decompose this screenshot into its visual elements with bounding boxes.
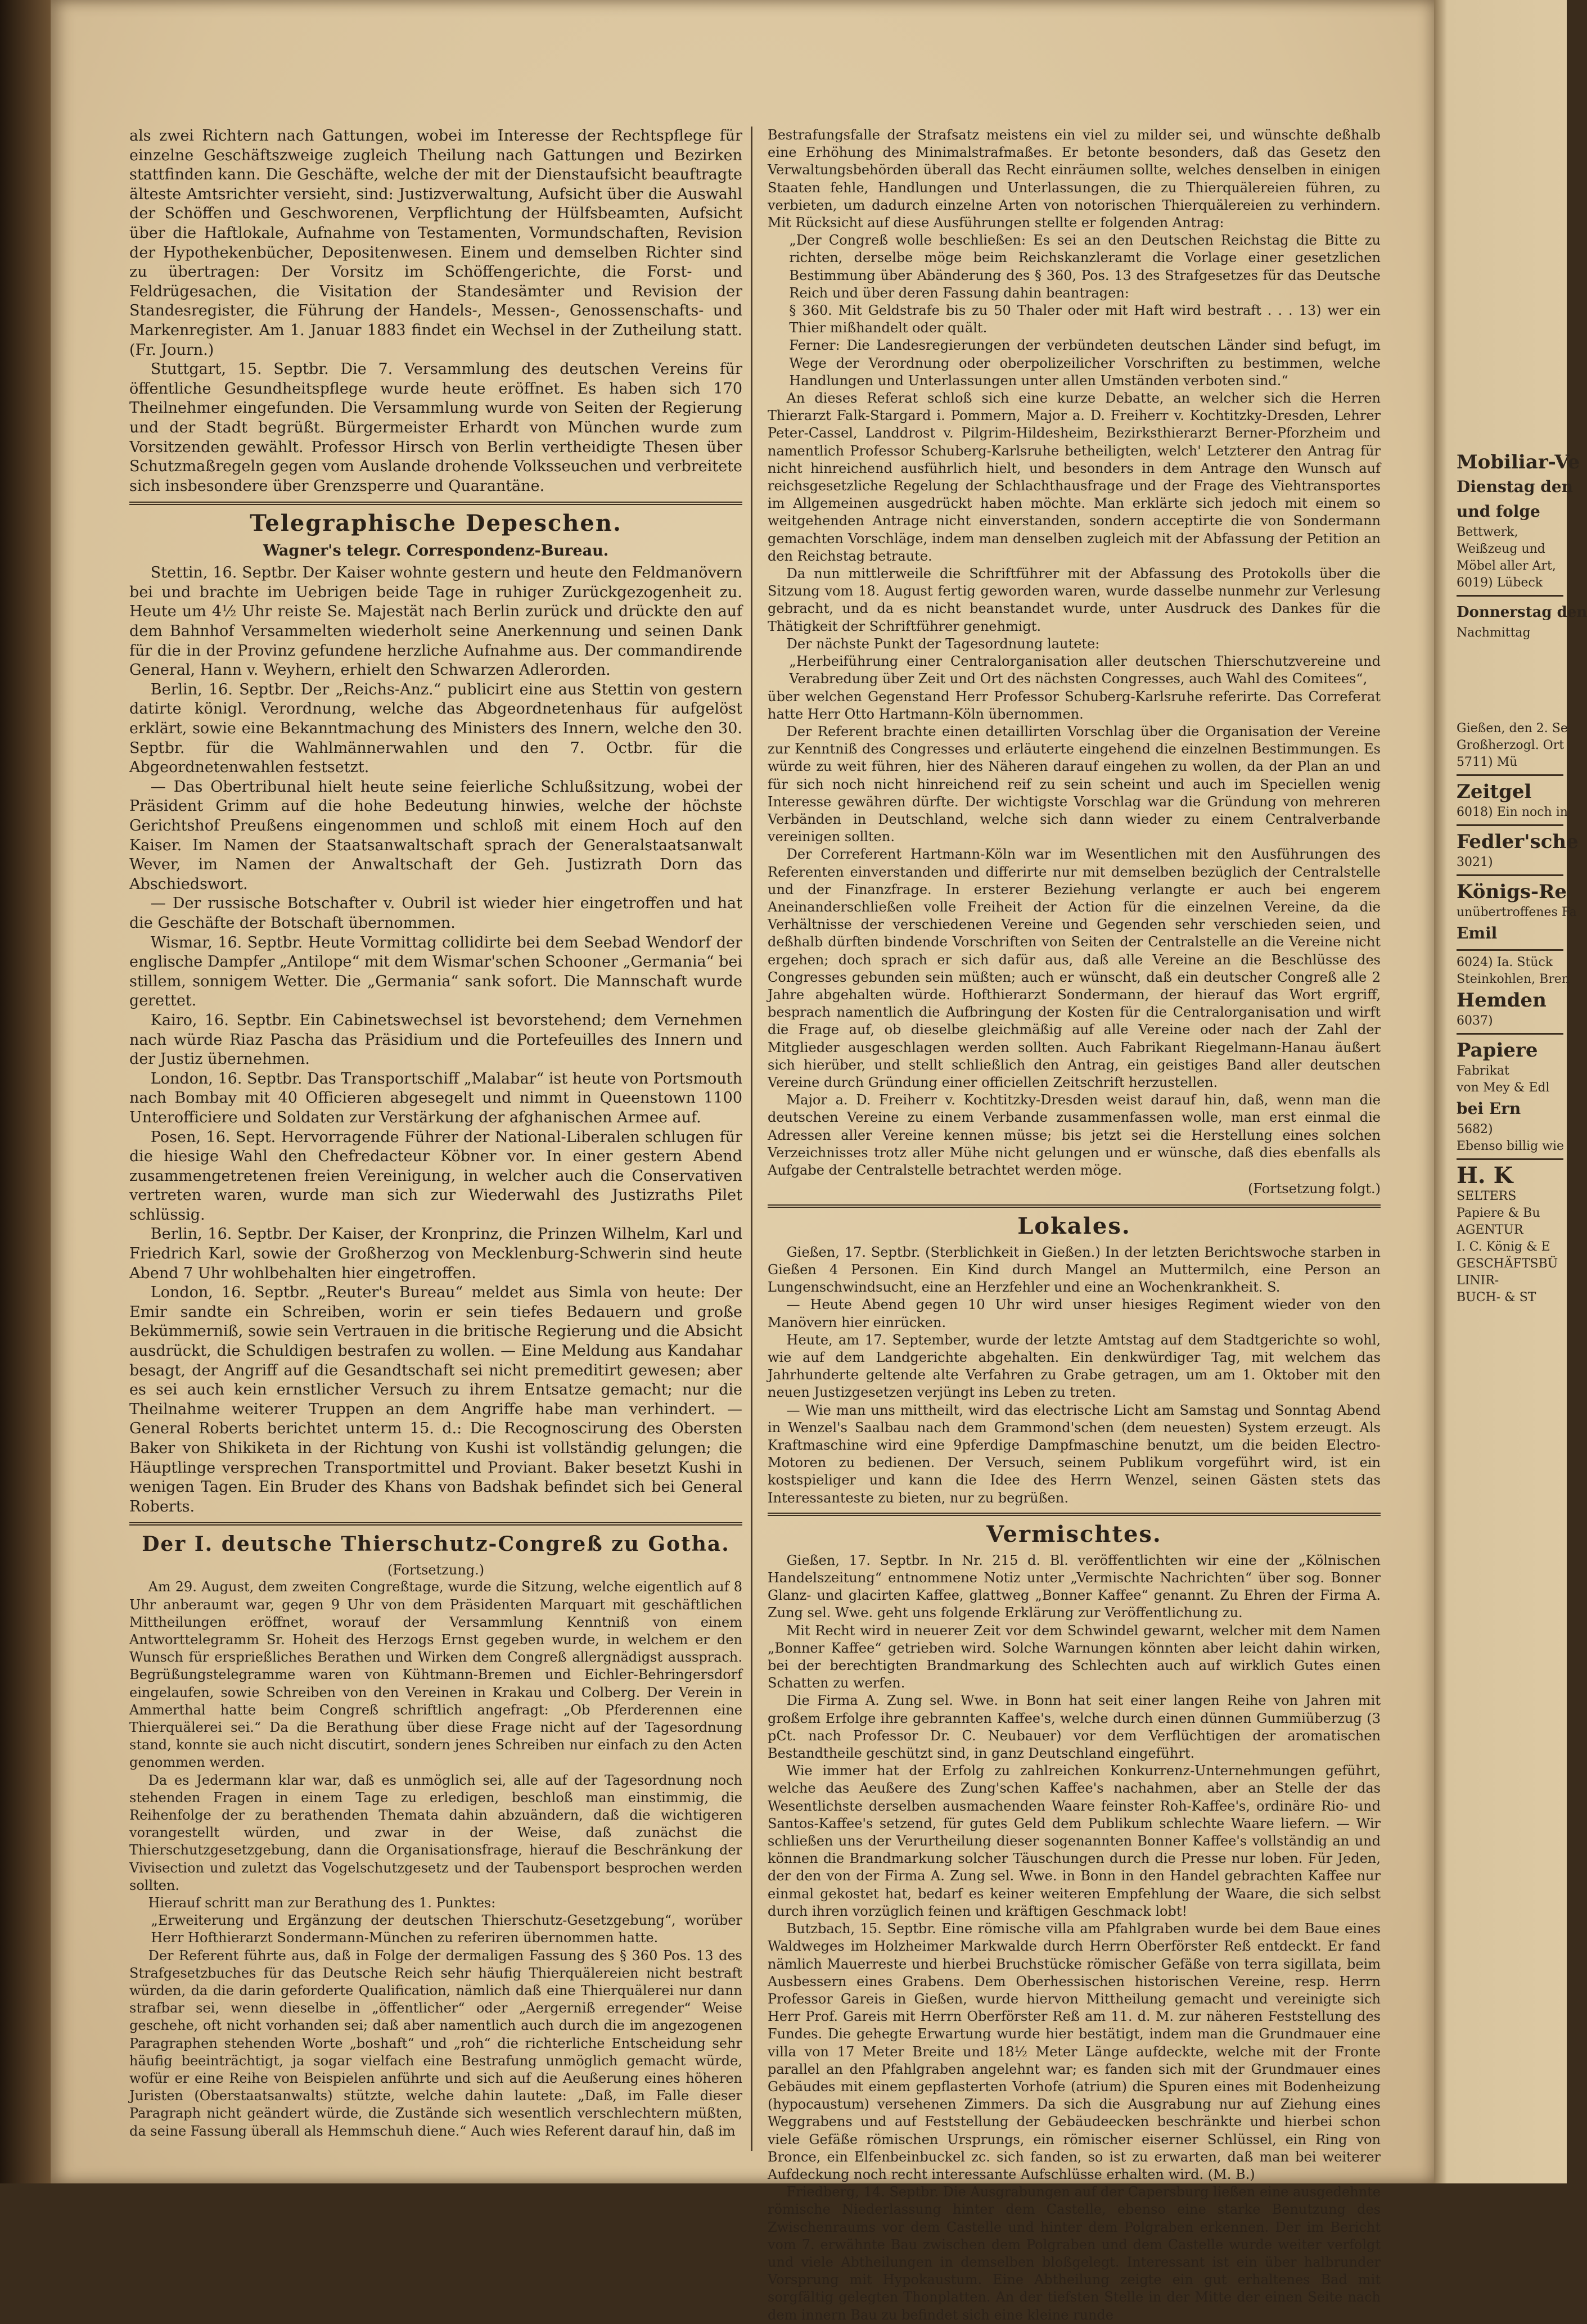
section-divider <box>129 502 742 505</box>
ad-divider <box>1457 824 1563 826</box>
ad-divider <box>1457 874 1563 876</box>
congress-text: Da nun mittlerweile die Schriftführer mit der Abfassung des Protokolls über die Sitzung vom 18. August fertig geworden waren, wurde dasselbe nunmehr zur Verlesung gebracht, und da es nicht beanstandet wurde, unter Ausdruck des Dankes für die Thätigkeit der Schriftführer genehmigt. <box>768 566 1381 634</box>
dispatch-wismar: Wismar, 16. Septbr. Heute Vormittag collidirte bei dem Seebad Wendorf der englische Dampfer „Antilope“ mit dem Wismar'schen Schooner „Germania“ bei stillem, sonnigem Wetter. Die „Germania“ sank sofort. Die Mannschaft wurde gerettet. <box>129 933 742 1010</box>
local-news: — Heute Abend gegen 10 Uhr wird unser hiesiges Regiment wieder von den Manövern hier einrücken. <box>768 1297 1381 1330</box>
telegraph-subheading: Wagner's telegr. Correspondenz-Bureau. <box>263 542 609 560</box>
dispatch-kairo: Kairo, 16. Septbr. Ein Cabinetswechsel ist bevorstehend; dem Vernehmen nach würde Riaz Pascha das Präsidium und die Portefeuilles des Innern und der Justiz übernehmen. <box>129 1011 742 1068</box>
congress-quote: „Herbeiführung einer Centralorganisation aller deutschen Thierschutzvereine und Verabredung über Zeit und Ort des nächsten Congresses, auch Wahl des Comitees“, <box>789 653 1381 687</box>
congress-text: über welchen Gegenstand Herr Professor Schuberg-Karlsruhe referirte. Das Correferat hatte Herr Otto Hartmann-Köln übernommen. <box>768 688 1381 722</box>
congress-text: Am 29. August, dem zweiten Congreßtage, wurde die Sitzung, welche eigentlich auf 8 Uhr anberaumt war, gegen 9 Uhr von dem Präsidenten Marquart mit geschäftlichen Mittheilungen eröffnet, worauf der Versammlung Kenntniß von einem Antworttelegramm Sr. Hoheit des Herzogs Ernst gegeben wurde, in welchem er den Wunsch für ersprießliches Berathen und Wirken dem Congreß allergnädigst aussprach. Begrüßungstelegramme waren von Kühtmann-Bremen und Eichler-Behringersdorf eingelaufen, sowie Schreiben von den Vereinen in Krakau und Colberg. Der Verein in Ammerthal hatte beim Congreß schriftlich angefragt: „Ob Pferderennen eine Thierquälerei sei.“ Da die Berathung über diese Frage nicht auf der Tagesordnung stand, konnte sie auch nicht discutirt, sondern jenes Schreiben nur einfach zu den Acten genommen werden. <box>129 1579 742 1771</box>
left-column <box>129 127 742 2151</box>
ad-heading: Zeitgel <box>1457 780 1532 803</box>
misc-news: Wie immer hat der Erfolg zu zahlreichen Konkurrenz-Unternehmungen geführt, welche das Aeußere des Zung'schen Kaffee's nachahmen, aber an Stelle der das Wesentlichste derselben ausmachenden Waare feinster Roh-Kaffee's, ordinäre Rio- und Santos-Kaffee's setzend, für gutes Geld dem Publikum schlechte Waare liefern. — Wir schließen uns der Verurtheilung dieser sogenannten Bonner Kaffee's vollständig an und können die Brandmarkung solcher Täuschungen durch die Presse nur loben. Für Jeden, der den von der Firma A. Zung sel. Wwe. in Bonn in den Handel gebrachten Kaffee nur einmal gekostet hat, bedarf es keiner weiteren Empfehlung der Waare, die sich selbst durch ihren vorzüglich feinen und kräftigen Geschmack lobt! <box>768 1763 1381 1919</box>
ad-line: I. C. König & E <box>1457 1240 1550 1254</box>
lokales-heading: Lokales. <box>1017 1212 1131 1239</box>
congress-heading: Der I. deutsche Thierschutz-Congreß zu Gotha. <box>142 1532 730 1556</box>
congress-text: Bestrafungsfalle der Strafsatz meistens ein viel zu milder sei, und wünschte deßhalb eine Erhöhung des Minimalstrafmaßes. Er betonte besonders, daß das Gesetz den Verwaltungsbehörden überall das Recht einräumen sollte, welches denselben in einigen Staaten fehle, Handlungen und Unterlassungen, die zu Thierquälereien führen, zu verbieten, um dadurch einzelne Arten von notorischen Thierquälereien zu verhindern. Mit Rücksicht auf diese Ausführungen stellte er folgenden Antrag: <box>768 127 1381 231</box>
misc-news: Friedberg, 14. Septbr. Die Ausgrabungen auf der Capersburg ließen eine ausgedehnte römische Niederlassung hinter dem Castelle, ebenso eine starke Benutzung des Zwischenraums vor dem Castelle und hinter dem Polgraben erkennen. Der im Bericht vom 7. erwähnte Bau zwischen dem Polgraben und dem Castelle wurde weiter verfolgt und viele Abtheilungen in demselben bloßgelegt. Interessant ist ein über halbrunder Vorsprung mit Hypokaustum. Eine Abtheilung zeigte ein gut erhaltenes Bad mit sorgfältig gelegten Thonplatten. An der tiefsten Stelle in der Mitte der einen Seite nach dem innern Bau zu befindet sich eine kleine runde <box>768 2184 1381 2323</box>
ad-line: 5682) <box>1457 1122 1493 1136</box>
article-text: als zwei Richtern nach Gattungen, wobei im Interesse der Rechtspflege für einzelne Geschäftszweige zugleich Theilung nach Gattungen und Bezirken stattfinden kann. Die Geschäfte, welche der mit der Dienstaufsicht beauftragte älteste Amtsrichter versieht, sind: Justizverwaltung, Aufsicht über die Auswahl der Schöffen und Geschworenen, Verpflichtung der Hülfsbeamten, Aufsicht über die Haftlokale, Aufnahme von Testamenten, Vormundschaften, Revision der Hypothekenbücher, Depositenwesen. Einem und demselben Richter sind zu übertragen: Der Vorsitz im Schöffengerichte, die Forst- und Feldrügesachen, die Visitation der Standesämter und Revision der Standesregister, die Führung der Handels-, Messen-, Genossenschafts- und Markenregister. Am 1. Januar 1883 findet ein Wechsel in der Zutheilung statt. (Fr. Journ.) <box>129 127 742 359</box>
ad-heading: bei Ern <box>1457 1099 1521 1118</box>
misc-news: Mit Recht wird in neuerer Zeit vor dem Schwindel gewarnt, welcher mit dem Namen „Bonner Kaffee“ getrieben wird. Solche Warnungen könnten aber leicht dahin wirken, bei der berechtigten Brandmarkung des Schlechten auch auf wirklich Gutes einen Schatten zu werfen. <box>768 1622 1381 1691</box>
dispatch-posen: Posen, 16. Sept. Hervorragende Führer der National-Liberalen schlugen für die hiesige Wahl den Chefredacteur Köbner vor. In einer gestern Abend zusammengetretenen freien Vereinigung, in welcher auch die Conservativen vertreten waren, wurde man sich zur Wiederwahl des Justizraths Pilet schlüssig. <box>129 1128 742 1224</box>
ad-line: Bettwerk, <box>1457 525 1518 539</box>
congress-text: Der Referent brachte einen detaillirten Vorschlag über die Organisation der Vereine zur Kenntniß des Congresses und erläuterte eingehend die einzelnen Bestimmungen. Es würde zu weit führen, hier des Näheren darauf eingehen zu wollen, da der Plan an und für sich noch nicht hinreichend reif zu sein scheint und auch im Speciellen wenig Interesse gewähren dürfte. Der wichtigste Vorschlag war die Gründung von mehreren Verbänden in Deutschland, welche sich dann wieder zu einem Centralverbande vereinigen sollten. <box>768 723 1381 845</box>
ad-line: 6024) Ia. Stück <box>1457 955 1553 969</box>
ad-line: Großherzogl. Ort <box>1457 738 1565 752</box>
ad-line: 5711) Mü <box>1457 755 1518 769</box>
telegraph-heading: Telegraphische Depeschen. <box>250 510 622 537</box>
congress-text: Der nächste Punkt der Tagesordnung lautete: <box>786 635 1100 652</box>
ad-divider <box>1457 595 1563 597</box>
vermischtes-heading: Vermischtes. <box>986 1520 1162 1547</box>
ad-line: Nachmittag <box>1457 626 1531 640</box>
congress-text: Der Referent führte aus, daß in Folge der dermaligen Fassung des § 360 Pos. 13 des Strafgesetzbuches für das Deutsche Reich sehr häufig Thierquälereien nicht bestraft würden, da die darin geforderte Qualification, nämlich daß eine Thierquälerei nur dann strafbar sei, wenn dieselbe in „öffentlicher“ oder „Aergerniß erregender“ Weise geschehe, oft nicht vorhanden sei; daß aber namentlich auch durch die im angezogenen Paragraphen stehenden Worte „boshaft“ und „roh“ die richterliche Entscheidung sehr häufig beeinträchtigt, ja sogar vielfach eine Bestrafung unmöglich gemacht würde, wofür er eine Reihe von Beispielen anführte und sich auf die Aeußerung eines höheren Juristen (Oberstaatsanwalts) stützte, welche dahin lautete: „Daß, im Falle dieser Paragraph nicht geändert würde, die Zustände sich wesentlich verschlechtern müßten, da seine Fassung überall als Hemmschuh diene.“ Auch wies Referent darauf hin, daß im <box>129 1947 742 2139</box>
ad-line: Gießen, den 2. Se <box>1457 721 1568 735</box>
congress-paragraph: § 360. Mit Geldstrafe bis zu 50 Thaler oder mit Haft wird bestraft . . . 13) wer ein Thier mißhandelt oder quält. <box>789 303 1381 336</box>
ad-line: Möbel aller Art, <box>1457 559 1556 573</box>
ad-line: BUCH- & ST <box>1457 1290 1536 1305</box>
congress-quote: „Erweiterung und Ergänzung der deutschen Thierschutz-Gesetzgebung“, worüber Herr Hofthierarzt Sondermann-München zu referiren übernommen hatte. <box>151 1912 742 1946</box>
local-news: Heute, am 17. September, wurde der letzte Amtstag auf dem Stadtgerichte so wohl, wie auf dem Landgerichte abgehalten. Ein denkwürdiger Tag, mit welchem das Jahrhunderte geltende alte Verfahren zu Grabe getragen, um am 1. Oktober mit den neuen Justizgesetzen verjüngt ins Leben zu treten. <box>768 1332 1381 1401</box>
congress-text: Der Correferent Hartmann-Köln war im Wesentlichen mit den Ausführungen des Referenten einverstanden und differirte nur mit demselben bezüglich der Centralstelle und der Finanzfrage. In ersterer Beziehung verlangte er auch bei engerem Aneinanderschließen volle Freiheit der Action für die einzelnen Vereine, da die Verhältnisse der verschiedenen Vereine und Gegenden sehr verschieden seien, und deßhalb dürften bindende Vorschriften von Seiten der Centralstelle an die Vereine nicht ergehen; doch sprach er sich dafür aus, daß alle Vereine an die Beschlüsse des Congresses gebunden sein müßten; auch er wünscht, daß ein deutscher Congreß alle 2 Jahre abgehalten würde. Hofthierarzt Sondermann, der hierauf das Wort ergriff, besprach namentlich die Aufbringung der Kosten für die Centralorganisation und wirft die Frage auf, ob dieselbe gleichmäßig auf alle Vereine oder nach der Zahl der Mitglieder ausgeschlagen werden sollten. Auch Fabrikant Riegelmann-Hanau äußert sich hierüber, und stellt schließlich den Antrag, ein geistiges Band aller deutschen Vereine durch Gründung einer officiellen Zeitschrift herzustellen. <box>768 846 1381 1090</box>
local-news: Gießen, 17. Septbr. (Sterblichkeit in Gießen.) In der letzten Berichtswoche starben in Gießen 4 Personen. Ein Kind durch Mangel an Muttermilch, eine Person an Lungenschwindsucht, eine an Herzfehler und eine an Wochenkrankheit. S. <box>768 1244 1381 1296</box>
ad-line: von Mey & Edl <box>1457 1081 1550 1095</box>
congress-text: Hierauf schritt man zur Berathung des 1. Punktes: <box>148 1895 496 1911</box>
congress-text: Major a. D. Freiherr v. Kochtitzky-Dresden weist darauf hin, daß, wenn man die deutschen Vereine zu einem Verbande zusammenfassen wolle, man erst einmal die Adressen aller Vereine kennen müsse; bis jetzt sei die Herstellung eines solchen Verzeichnisses trotz aller Mühe nicht gelungen und er wünsche, daß dies ebenfalls als Aufgabe der Centralstelle betrachtet werden möge. <box>768 1092 1381 1178</box>
section-divider <box>768 1204 1381 1208</box>
ad-line: 6019) Lübeck <box>1457 576 1543 590</box>
ad-heading: H. K <box>1457 1162 1513 1189</box>
adjacent-page-edge <box>1434 0 1587 2183</box>
ad-heading: und folge <box>1457 502 1540 521</box>
ad-fragment-column <box>1457 450 1587 1306</box>
section-divider <box>768 1513 1381 1516</box>
ad-divider <box>1457 1158 1563 1160</box>
misc-news: Gießen, 17. Septbr. In Nr. 215 d. Bl. veröffentlichten wir eine der „Kölnischen Handelszeitung“ entnommene Notiz unter „Vermischte Nachrichten“ über sog. Bonner Glanz- und glacirten Kaffee, glattweg „Bonner Kaffee“ genannt. Zu Ehren der Firma A. Zung sel. Wwe. geht uns folgende Erklärung zur Veröffentlichung zu. <box>768 1552 1381 1621</box>
dispatch-berlin-2: Berlin, 16. Septbr. Der Kaiser, der Kronprinz, die Prinzen Wilhelm, Karl und Friedrich Karl, sowie der Großherzog von Mecklenburg-Schwerin sind heute Abend 7 Uhr wohlbehalten hier eingetroffen. <box>129 1225 742 1282</box>
ad-divider <box>1457 774 1563 776</box>
congress-motion: „Der Congreß wolle beschließen: Es sei an den Deutschen Reichstag die Bitte zu richten, derselbe möge beim Reichskanzleramt die Vorlage einer gesetzlichen Bestimmung über Abänderung des § 360, Pos. 13 des Strafgesetzes für das Deutsche Reich und über deren Fassung dahin beantragen: <box>789 232 1381 301</box>
ad-line: 6037) <box>1457 1014 1493 1028</box>
congress-continuation: (Fortsetzung.) <box>387 1562 485 1578</box>
misc-news: Die Firma A. Zung sel. Wwe. in Bonn hat seit einer langen Reihe von Jahren mit großem Erfolge ihre gebrannten Kaffee's, welche durch einen dünnen Gummiüberzug (3 pCt. nach Professor Dr. C. Neubauer) vor dem Verflüchtigen der aromatischen Bestandtheile geschützt sind, in ganz Deutschland eingeführt. <box>768 1693 1381 1762</box>
ad-heading: Papiere <box>1457 1039 1538 1062</box>
congress-motion: Ferner: Die Landesregierungen der verbündeten deutschen Länder sind befugt, im Wege der Verordnung oder oberpolizeilicher Vorschriften zu bestimmen, welche Handlungen und Unterlassungen unter allen Umständen verboten sind.“ <box>789 337 1381 389</box>
ad-line: unübertroffenes Fa <box>1457 905 1577 919</box>
dispatch-stettin: Stettin, 16. Septbr. Der Kaiser wohnte gestern und heute den Feldmanövern bei und brachte im Uebrigen beide Tage in ruhiger Zurückgezogenheit zu. Heute um 4½ Uhr reiste Se. Majestät nach Berlin zurück und drückte den auf dem Bahnhof Versammelten wiederholt seine Anerkennung und seinen Dank für die in der Provinz gefundene herzliche Aufnahme aus. Der commandirende General, Hann v. Weyhern, erhielt den Schwarzen Adlerorden. <box>129 564 742 679</box>
ad-divider <box>1457 949 1563 951</box>
continuation-note: (Fortsetzung folgt.) <box>1248 1181 1381 1197</box>
misc-news: Butzbach, 15. Septbr. Eine römische villa am Pfahlgraben wurde bei dem Baue eines Waldweges im Holzheimer Markwalde durch Herrn Oberförster Reß entdeckt. Er fand nämlich Mauerreste und hierbei Bruchstücke römischer Gefäße von terra sigillata, beim Ausbessern eines Grabens. Dem Oberhessischen historischen Vereine, resp. Herrn Professor Gareis in Gießen, wurde hiervon Mittheilung gemacht und vereinigte sich Herr Prof. Gareis mit Herrn Oberförster Reß am 11. d. M. zur näheren Feststellung des Fundes. Die gehegte Erwartung wurde hier bestätigt, indem man die Grundmauer eine villa von 17 Meter Breite und 18½ Meter Länge aufdeckte, welche mit der Fronte parallel an den Pfahlgraben angelehnt war; es fanden sich mit der Grundmauer eines Gebäudes mit einem gepflasterten Vorhofe (atrium) die Spuren eines mit Bodenheizung (hypocaustum) versehenen Zimmers. Da sich die Ausgrabung nur auf Ziehung eines Weggrabens und auf Feststellung der Gebäudeecken beschränkte und hierbei schon viele Gefäße römischen Ursprungs, ein römischer eiserner Schlüssel, ein Ring von Bronce, ein Elfenbeinbuckel zc. sich fanden, so ist zu erwarten, daß man bei weiterer Aufdeckung noch recht interessante Aufschlüsse erhalten wird. (M. B.) <box>768 1921 1381 2182</box>
local-news: — Wie man uns mittheilt, wird das electrische Licht am Samstag und Sonntag Abend in Wenzel's Saalbau nach dem Grammond'schen (dem neuesten) System erzeugt. Als Kraftmaschine wird eine 9pferdige Dampfmaschine benutzt, um die beiden Electro-Motoren zu bedienen. Der Versuch, seinem Publikum vorgeführt wird, ist ein kostspieliger und kann die Idee des Herrn Wenzel, seinen Gästen stets das Interessanteste zu bieten, nur zu begrüßen. <box>768 1402 1381 1506</box>
ad-line: 6018) Ein noch in <box>1457 805 1568 819</box>
ad-heading: Fedler'sche <box>1457 831 1579 853</box>
ad-line: Fabrikat <box>1457 1064 1509 1078</box>
ad-heading: Hemden <box>1457 989 1547 1012</box>
ad-line: Weißzeug und <box>1457 542 1545 556</box>
ad-line: Steinkohlen, Bren <box>1457 972 1570 986</box>
dispatch-botschafter: — Der russische Botschafter v. Oubril ist wieder hier eingetroffen und hat die Geschäfte der Botschaft übernommen. <box>129 895 742 932</box>
dispatch-london: London, 16. Septbr. Das Transportschiff „Malabar“ ist heute von Portsmouth nach Bombay mit 40 Officieren abgesegelt und nimmt in Queenstown 1100 Unterofficiere und Soldaten zur Verstärkung der afghanischen Armee auf. <box>129 1070 742 1126</box>
right-column <box>768 127 1381 2323</box>
ad-line: LINIR- <box>1457 1274 1499 1288</box>
dispatch-obertribunal: — Das Obertribunal hielt heute seine feierliche Schlußsitzung, wobei der Präsident Grimm auf die hohe Bedeutung hinwies, welche der höchste Gerichtshof Preußens eingenommen und schloß mit einem Hoch auf den Kaiser. Im Namen der Staatsanwaltschaft sprach der Generalstaatsanwalt Wever, im Namen der Anwaltschaft der Geh. Justizrath Dorn das Abschiedswort. <box>129 778 742 893</box>
ad-heading: Donnerstag den <box>1457 604 1587 621</box>
ad-divider <box>1457 1033 1563 1035</box>
ad-line: GESCHÄFTSBÜ <box>1457 1257 1558 1271</box>
ad-heading: Emil <box>1457 924 1498 942</box>
ad-line: Ebenso billig wie <box>1457 1139 1565 1153</box>
dispatch-london-2: London, 16. Septbr. „Reuter's Bureau“ meldet aus Simla von heute: Der Emir sandte ein Schreiben, worin er sein tiefes Bedauern und große Bekümmerniß, sowie sein Vertrauen in die britische Regierung und die Absicht ausdrückt, die Schuldigen bestrafen zu wollen. — Eine Meldung aus Kandahar besagt, der Angriff auf die Gesandtschaft sei nicht premeditirt gewesen; aber es sei auch kein ernstlicher Versuch zu ihrem Entsatze gemacht; nur die Theilnahme weiterer Truppen an dem Angriffe habe man verhindert. — General Roberts berichtet unterm 15. d.: Die Recognoscirung des Obersten Baker von Shikiketa in der Richtung von Kushi ist vollständig gelungen; die Häuptlinge versprechen Transportmittel und Proviant. Baker besetzt Kushi in wenigen Tagen. Ein Bruder des Khans von Badshak befindet sich bei General Roberts. <box>129 1284 742 1515</box>
column-rule <box>751 127 752 2151</box>
book-binding-shadow <box>0 0 51 2183</box>
ad-heading: Dienstag den <box>1457 477 1574 496</box>
ad-line: SELTERS <box>1457 1189 1517 1203</box>
dispatch-berlin: Berlin, 16. Septbr. Der „Reichs-Anz.“ publicirt eine aus Stettin von gestern datirte königl. Verordnung, welche das Abgeordnetenhaus für aufgelöst erklärt, sowie eine Bekanntmachung des Ministers des Innern, welche den 30. Septbr. für die Wahlmännerwahlen und den 7. Octbr. für die Abgeordnetenwahlen festsetzt. <box>129 680 742 777</box>
ad-line: Papiere & Bu <box>1457 1206 1540 1220</box>
article-stuttgart: Stuttgart, 15. Septbr. Die 7. Versammlung des deutschen Vereins für öffentliche Gesundheitspflege wurde heute eröffnet. Es haben sich 170 Theilnehmer eingefunden. Die Versammlung wurde von Seiten der Regierung und der Stadt begrüßt. Bürgermeister Erhardt von München wurde zum Vorsitzenden gewählt. Professor Hirsch von Berlin vertheidigte Thesen über Schutzmaßregeln gegen vom Auslande drohende Volksseuchen und verbreitete sich insbesondere über Grenzsperre und Quarantäne. <box>129 360 742 495</box>
section-divider <box>129 1522 742 1526</box>
ad-line: AGENTUR <box>1457 1223 1523 1237</box>
congress-text: An dieses Referat schloß sich eine kurze Debatte, an welcher sich die Herren Thierarzt Falk-Stargard i. Pommern, Major a. D. Freiherr v. Kochtitzky-Dresden, Lehrer Peter-Cassel, Landdrost v. Pilgrim-Hildesheim, Bezirksthierarzt Berner-Pforzheim und namentlich Professor Schuberg-Karlsruhe betheiligten, welch' Letzterer den Antrag für nicht hinreichend ausführlich hielt, und besonders in dem Antrage den Wunsch auf reichsgesetzliche Regelung der Schlachthausfrage und der Frage des Viehtransportes im Allgemeinen ausgedrückt haben möchte. Man erklärte sich jedoch mit einem so weitgehenden Antrage nicht einverstanden, sondern acceptirte die von Sondermann gemachten Vorschläge, indem man denselben zugleich mit der Abfassung der Petition an den Reichstag betraute. <box>768 390 1381 564</box>
ad-line: 3021) <box>1457 855 1493 869</box>
ad-heading: Königs-Re <box>1457 881 1567 903</box>
ad-heading: Mobiliar-Ve <box>1457 451 1580 473</box>
congress-text: Da es Jedermann klar war, daß es unmöglich sei, alle auf der Tagesordnung noch stehenden Fragen in einem Tage zu erledigen, beschloß man einstimmig, die Reihenfolge der zu berathenden Themata dahin abzuändern, daß die wichtigeren vorangestellt würden, und zwar in der Weise, daß zunächst die Thierschutzgesetzgebung, dann die Organisationsfrage, hierauf die Beschränkung der Vivisection und zuletzt das Vogelschutzgesetz und der Taubensport besprochen werden sollten. <box>129 1772 742 1893</box>
